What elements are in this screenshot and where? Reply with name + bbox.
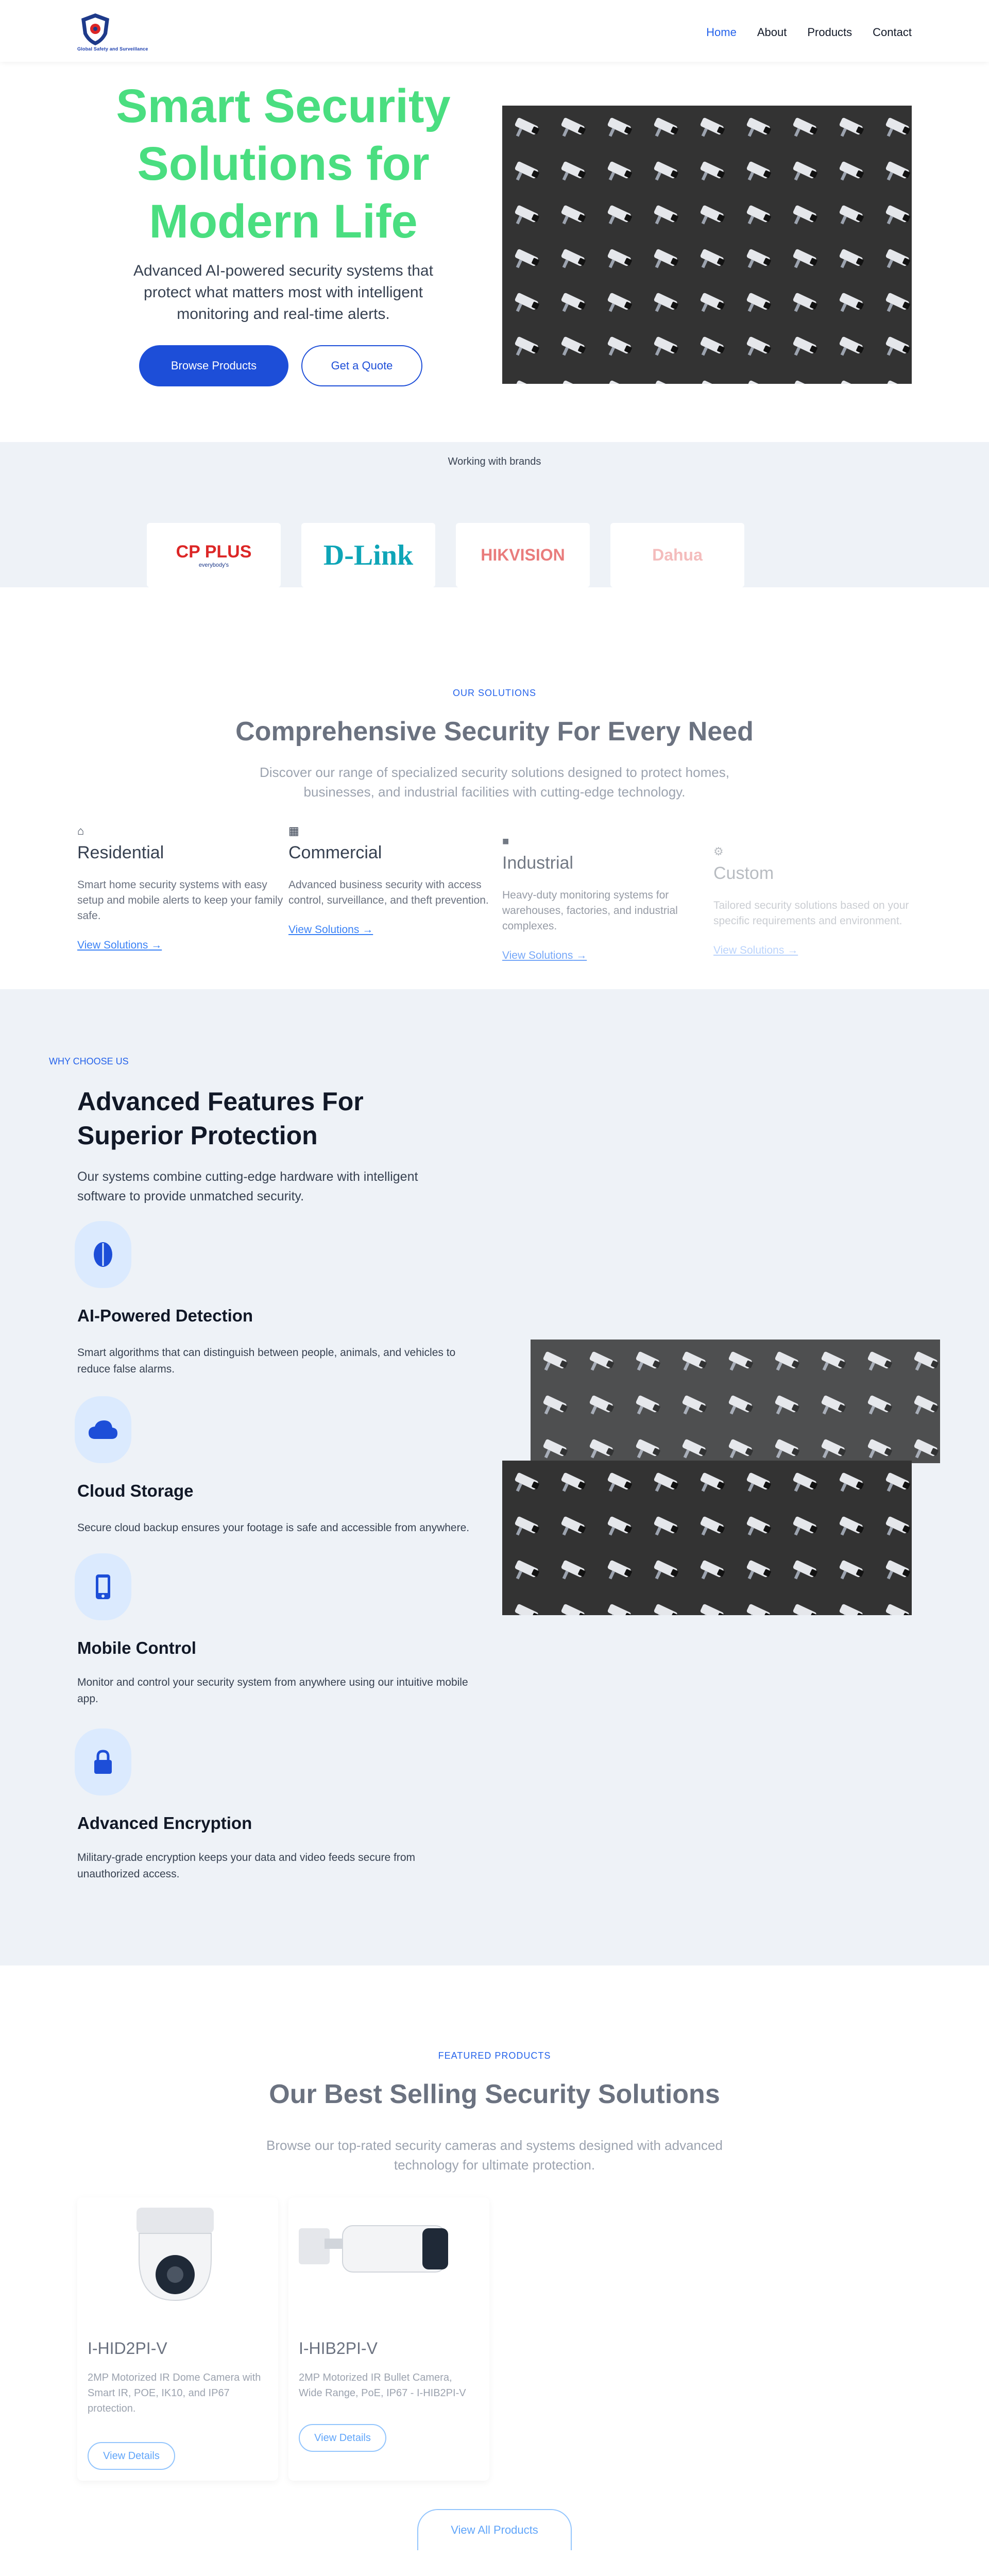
solution-text: Advanced business security with access control, surveillance, and theft prevention. [288,879,489,906]
feature-title: Cloud Storage [77,1481,194,1500]
brand-dlink-text: D-Link [323,539,414,571]
brands-label: Working with brands [448,456,541,467]
view-solutions-link[interactable]: View Solutions → [713,944,798,956]
solution-title: Industrial [502,853,573,873]
brand-dahua-text: Dahua [652,546,703,564]
view-solutions-link[interactable]: View Solutions → [502,950,587,961]
nav-contact[interactable]: Contact [873,26,912,39]
hero-title [88,77,479,250]
view-details-button[interactable]: View Details [88,2442,175,2470]
nav-home[interactable]: Home [706,26,737,39]
solution-title: Commercial [288,843,382,862]
view-solutions-link[interactable]: View Solutions → [77,939,162,951]
product-card[interactable] [77,2197,278,2481]
brand-cpplus [147,523,281,587]
nav-products[interactable]: Products [807,26,852,39]
site-header [0,0,989,62]
products-title: Our Best Selling Security Solutions [269,2079,720,2109]
get-quote-button[interactable]: Get a Quote [301,345,422,386]
feature-title: Mobile Control [77,1638,196,1657]
solutions-subtitle: Discover our range of specialized security solutions designed to protect homes, businesses, and industrial facilities with cutting-edge technology. [260,765,729,800]
solutions-eyebrow: OUR SOLUTIONS [452,688,537,698]
why-title-line-2: Superior Protection [77,1121,318,1150]
solution-text: Heavy-duty monitoring systems for warehouses, factories, and industrial complexes. [502,889,678,932]
solutions-title: Comprehensive Security For Every Need [235,717,754,747]
brand-cpplus-text: CP PLUS [176,542,252,562]
solution-title: Residential [77,843,164,862]
dome-camera-image [108,2197,242,2331]
product-name: I-HIB2PI-V [299,2339,378,2358]
hero-title-line-1: Smart Security [116,80,451,132]
why-image-top [531,1340,940,1463]
hero-subtitle: Advanced AI-powered security systems that protect what matters most with intelligent monitoring and real-time alerts. [133,262,433,323]
why-title-line-1: Advanced Features For [77,1087,364,1116]
view-all-products-button[interactable]: View All Products [417,2509,572,2550]
factory-icon: ■ [502,835,509,848]
brand-dlink [301,523,435,587]
logo-text: Global Safety and Surveillance [77,46,148,52]
gear-icon: ⚙ [713,845,724,858]
browse-products-button[interactable]: Browse Products [139,345,288,386]
home-icon: ⌂ [77,824,84,837]
product-desc: 2MP Motorized IR Bullet Camera, Wide Range, PoE, IP67 - I-HIB2PI-V [299,2372,466,2399]
solution-commercial [288,824,494,936]
why-image-bottom [502,1461,912,1615]
lock-icon [75,1728,131,1795]
building-icon: ▦ [288,824,299,837]
main-nav [706,26,912,39]
feature-text: Military-grade encryption keeps your data and video feeds secure from unauthorized access. [77,1852,416,1880]
camera-grid-illustration [502,106,912,384]
brand-dahua [610,523,744,587]
product-card[interactable] [288,2197,489,2481]
camera-grid-illustration [531,1340,940,1463]
solution-title: Custom [713,863,774,883]
camera-grid-illustration [502,1461,912,1615]
hero-title-line-2: Solutions for [137,138,430,190]
why-eyebrow: WHY CHOOSE US [49,1056,129,1066]
solution-custom [713,845,919,957]
brand-cpplus-tagline: everybody's [198,562,229,568]
solution-residential [77,824,283,952]
feature-text: Monitor and control your security system from anywhere using our intuitive mobile app. [77,1676,468,1705]
products-eyebrow: FEATURED PRODUCTS [438,2050,551,2061]
brand-logos [147,523,744,587]
feature-text: Secure cloud backup ensures your footage is safe and accessible from anywhere. [77,1522,470,1534]
mobile-icon [75,1553,131,1620]
product-desc: 2MP Motorized IR Dome Camera with Smart IR, POE, IK10, and IP67 protection. [88,2372,261,2414]
why-title [77,1084,364,1153]
product-name: I-HID2PI-V [88,2339,167,2358]
solution-text: Tailored security solutions based on your specific requirements and environment. [713,900,909,927]
cloud-icon [75,1396,131,1463]
feature-title: Advanced Encryption [77,1814,252,1833]
why-subtitle: Our systems combine cutting-edge hardware with intelligent software to provide unmatched security. [77,1170,418,1204]
brand-hikvision-text: HIKVISION [481,546,565,564]
view-details-button[interactable]: View Details [299,2424,386,2452]
brand-hikvision [456,523,590,587]
hero-title-line-3: Modern Life [149,195,418,248]
brain-icon [75,1221,131,1288]
bullet-camera-image [294,2208,469,2311]
view-solutions-link[interactable]: View Solutions → [288,924,373,936]
feature-text: Smart algorithms that can distinguish between people, animals, and vehicles to reduce false alarms. [77,1347,456,1375]
feature-title: AI-Powered Detection [77,1306,253,1325]
products-subtitle: Browse our top-rated security cameras and systems designed with advanced technology for ultimate protection. [266,2138,723,2173]
cctv-cameras-wall-image [502,106,912,384]
solution-text: Smart home security systems with easy setup and mobile alerts to keep your family safe. [77,879,283,922]
solution-industrial [502,835,708,962]
logo-shield-icon[interactable] [77,11,113,47]
nav-about[interactable]: About [757,26,787,39]
